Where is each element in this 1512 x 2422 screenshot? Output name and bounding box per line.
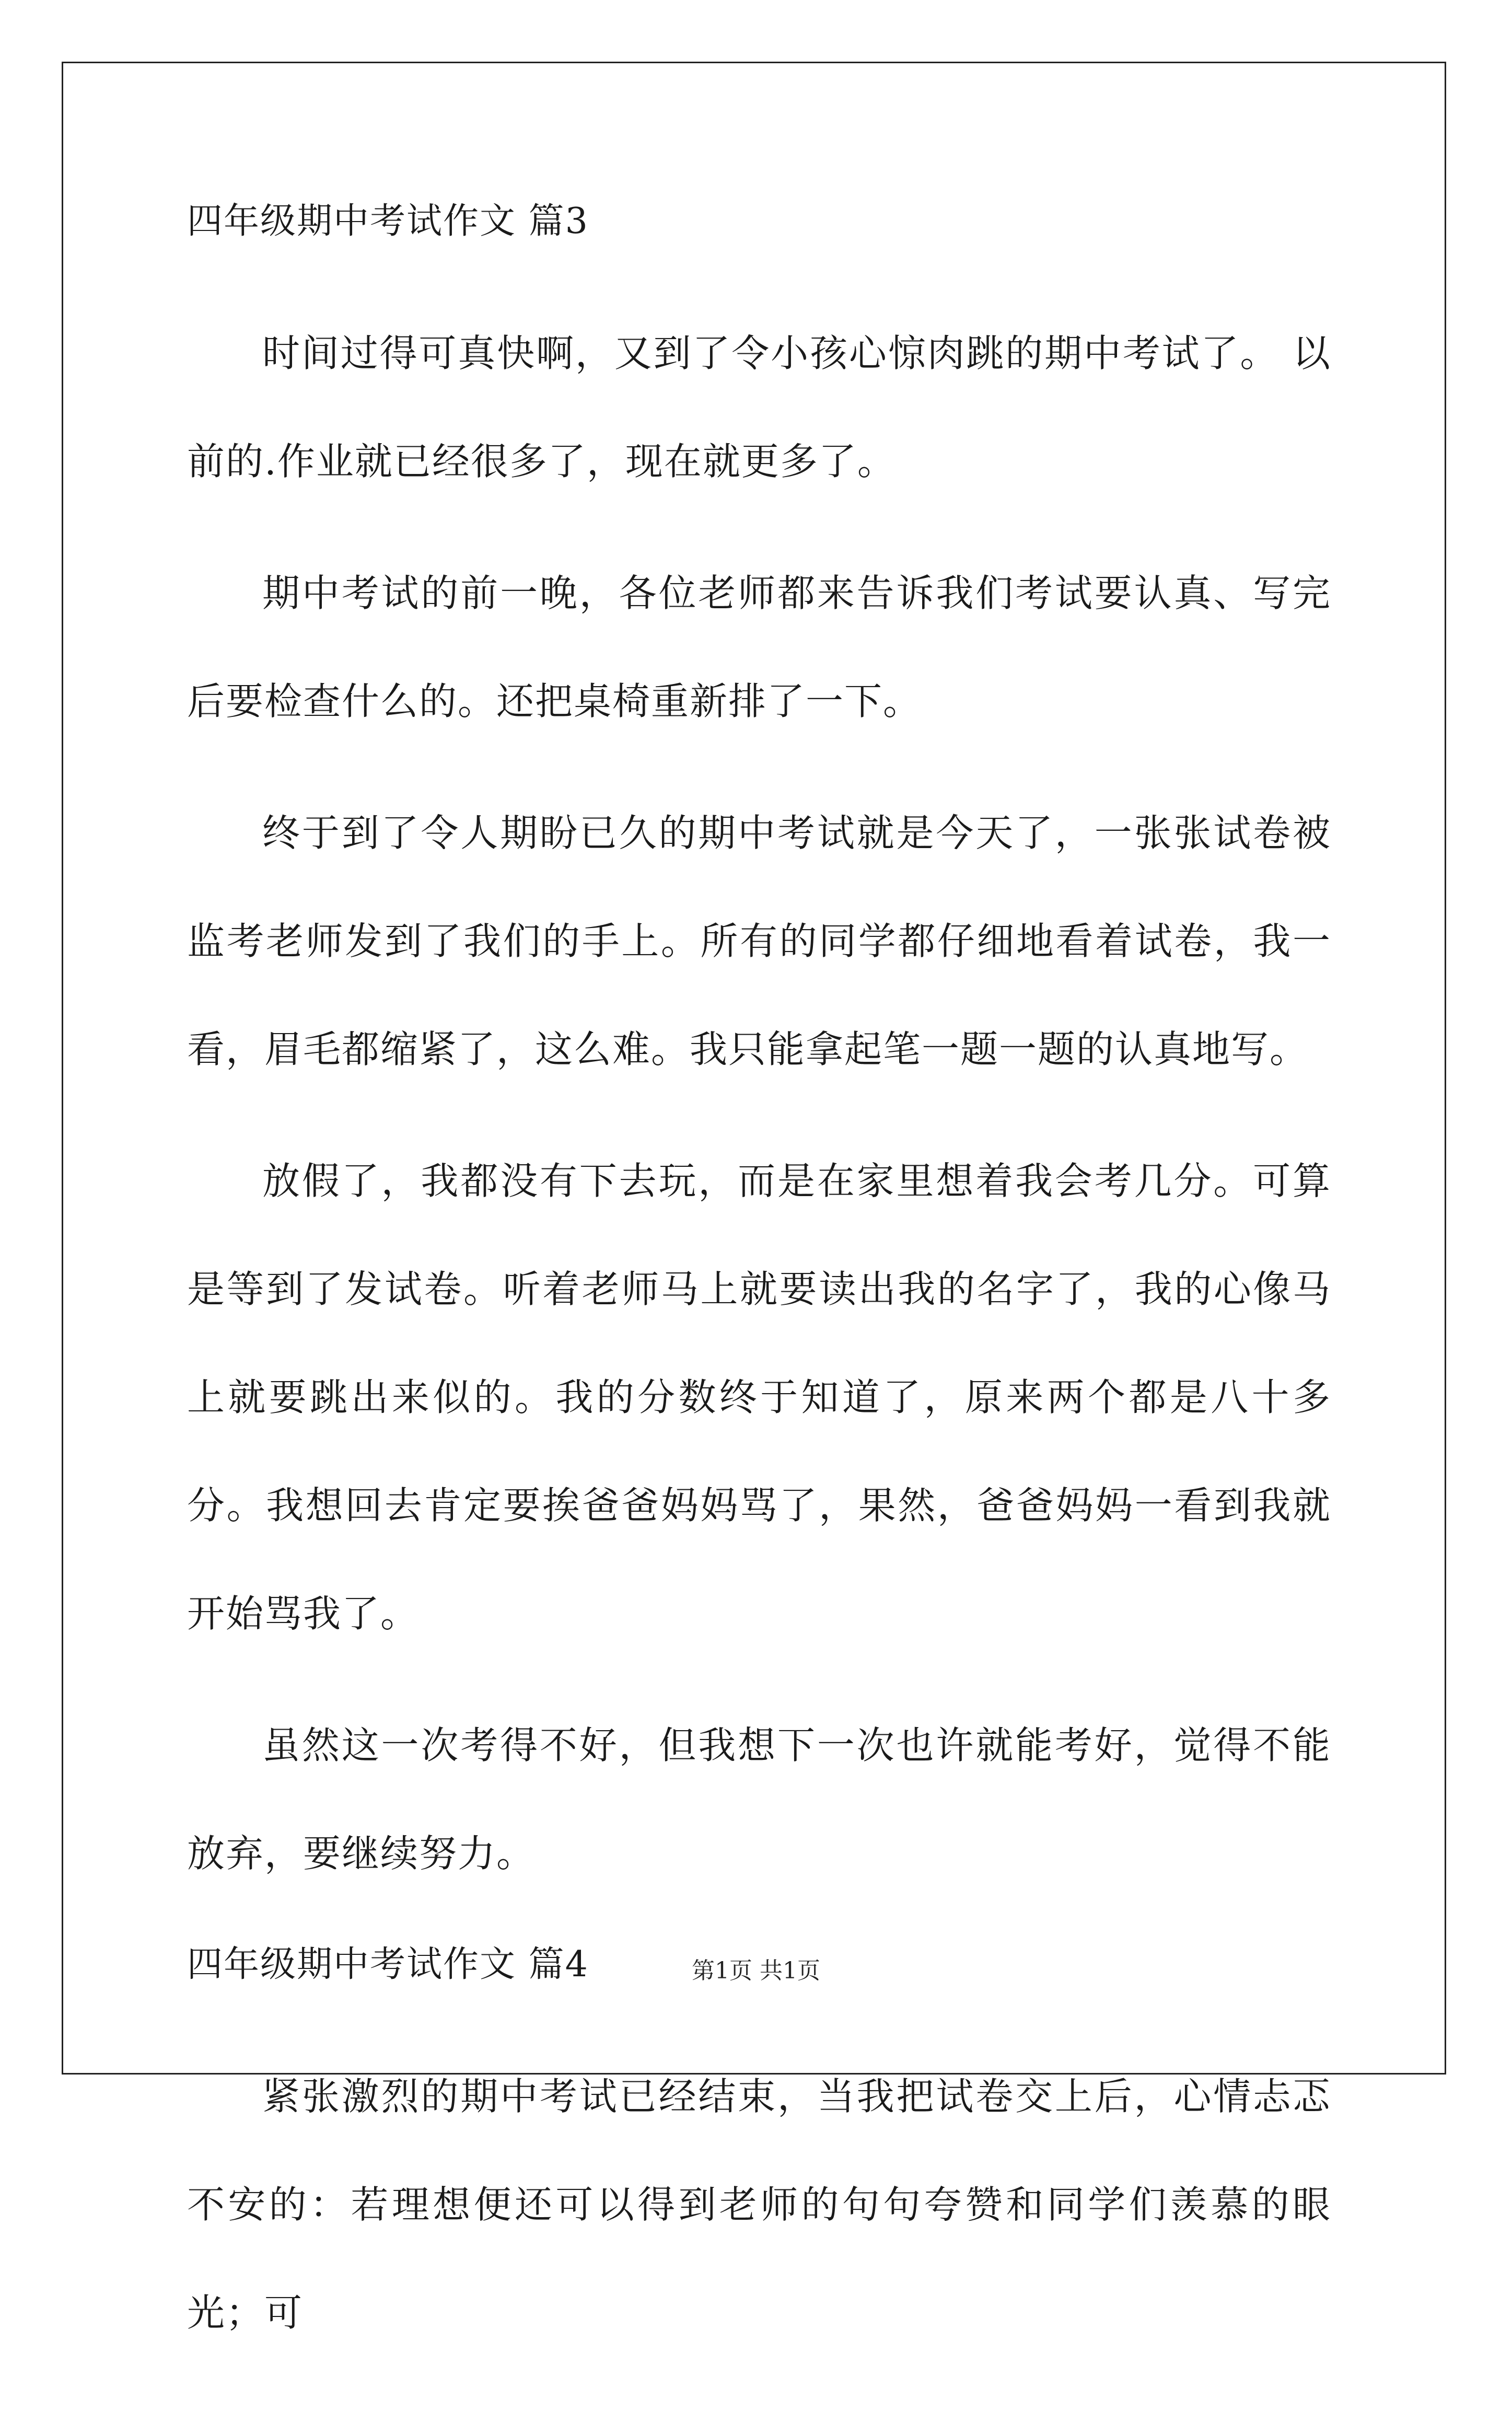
paragraph: 时间过得可真快啊，又到了令小孩心惊肉跳的期中考试了。 以前的.作业就已经很多了，现在就更多了。 xyxy=(187,331,1331,483)
paragraph: 虽然这一次考得不好，但我想下一次也许就能考好，觉得不能放弃，要继续努力。 xyxy=(187,1723,1331,1875)
paragraph: 紧张激烈的期中考试已经结束，当我把试卷交上后，心情忐忑不安的：若理想便还可以得到老师的句句夸赞和同学们羡慕的眼光；可 xyxy=(187,2075,1331,2335)
section-heading-4: 四年级期中考试作文 篇4 xyxy=(187,1944,589,1985)
paragraph: 期中考试的前一晚，各位老师都来告诉我们考试要认真、写完后要检查什么的。还把桌椅重新排了一下。 xyxy=(187,571,1331,723)
paragraph: 终于到了令人期盼已久的期中考试就是今天了，一张张试卷被监考老师发到了我们的手上。所有的同学都仔细地看着试卷，我一看，眉毛都缩紧了，这么难。我只能拿起笔一题一题的认真地写。 xyxy=(187,811,1331,1071)
page-number: 第1页 共1页 xyxy=(692,1957,820,1984)
paragraph: 放假了，我都没有下去玩，而是在家里想着我会考几分。可算是等到了发试卷。听着老师马上就要读出我的名字了，我的心像马上就要跳出来似的。我的分数终于知道了，原来两个都是八十多分。我想回去肯定要挨爸爸妈妈骂了，果然，爸爸妈妈一看到我就开始骂我了。 xyxy=(187,1159,1331,1636)
document-body xyxy=(187,199,1331,2422)
section-heading-3: 四年级期中考试作文 篇3 xyxy=(187,201,589,242)
